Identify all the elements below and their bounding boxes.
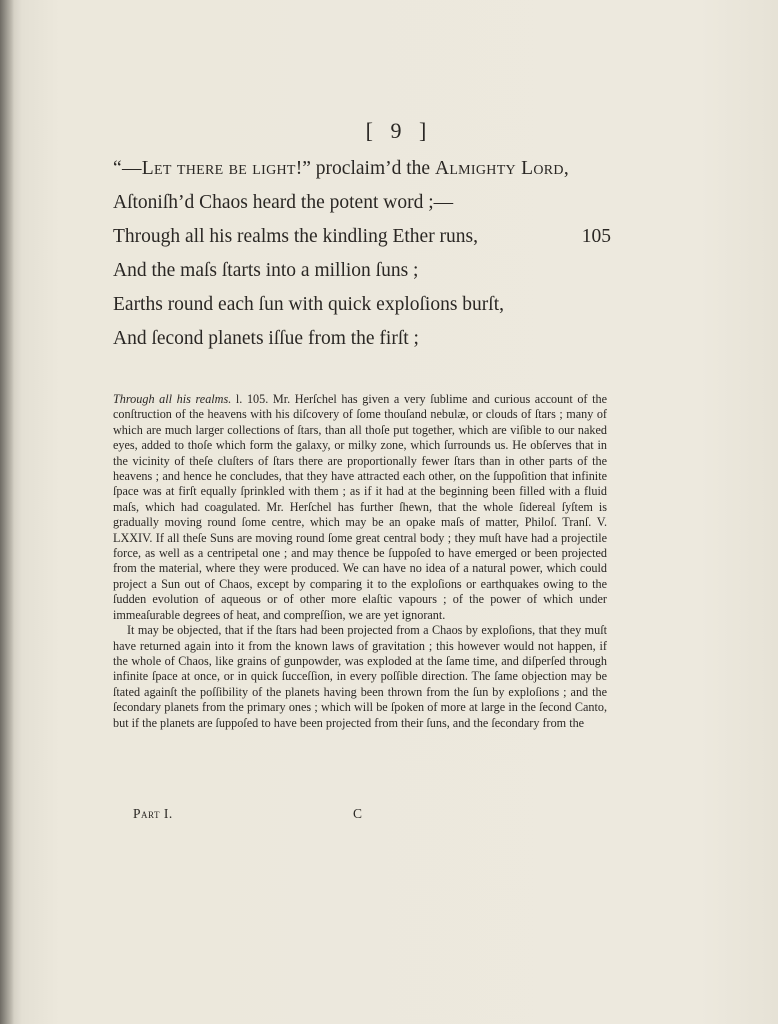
poem-line-5: [113, 288, 623, 322]
poem-line-1-tail: ,: [563, 158, 569, 179]
poem-line-1-smallcaps-close: Almighty Lord: [434, 158, 564, 179]
signature-mark: C: [353, 806, 363, 821]
poem-line-2: [113, 186, 623, 220]
poem-line-1: [113, 152, 623, 186]
part-label: Part I.: [133, 806, 173, 821]
note-paragraph-1: [113, 392, 607, 623]
note-caption: Through all his realms.: [113, 392, 232, 406]
footnotes: [113, 392, 607, 731]
poem-line-3-text: Through all his realms the kindling Ether runs,: [113, 226, 479, 247]
note-paragraph-2: It may be objected, that if the ſtars had been projected from a Chaos by exploſions, that they muſt have returned again into it from the known laws of gravitation ; this however would not happen, if the whole of Chaos, like grains of gunpowder, was exploded at the ſame time, and diſperſed through infinite ſpace at once, or in quick ſucceſſion, in every poſſible direction. The ſame objection may be ſtated againſt the poſſibility of the planets having been thrown from the ſun by exploſions ; and the ſecondary planets from the primary ones ; which will be ſpoken of more at large in the ſecond Canto, but if the planets are ſuppoſed to have been projected from their ſuns, and the ſecondary from the: [113, 623, 607, 730]
poem-line-6-text: And ſecond planets iſſue from the firſt ;: [113, 328, 419, 349]
poem-line-2-text: Aſtoniſh’d Chaos heard the potent word ;—: [113, 192, 454, 213]
note-text-1: l. 105. Mr. Herſchel has given a very ſublime and curious account of the conſtruction of the heavens with his diſcovery of ſome thouſand nebulæ, or clouds of ſtars ; many of which are much larger collections of ſtars, than all thoſe put together, which are viſible to our naked eyes, added to thoſe which form the galaxy, or milky zone, which ſurrounds us. He obſerves that in the vicinity of theſe cluſters of ſtars there are proportionally fewer ſtars than in other parts of the heavens ; and hence he concludes, that they have attracted each other, on the ſuppoſition that infinite ſpace was at firſt equally ſprinkled with them ; as if it had at the beginning been filled with a fluid maſs, which had coagulated. Mr. Herſchel has further ſhewn, that the whole ſidereal ſyſtem is gradually moving round ſome centre, which may be an opake maſs of matter, Philoſ. Tranſ. V. LXXIV. If all theſe Suns are moving round ſome great central body ; they muſt have had a projectile force, as well as a centripetal one ; and may thence be ſuppoſed to have emerged or been projected from the material, where they were produced. We can have no idea of a natural power, which could project a Sun out of Chaos, except by comparing it to the exploſions or earthquakes owing to the ſudden evolution of aqueous or of other more elaſtic vapours ; of the power of which under immeaſurable degrees of heat, and compreſſion, we are yet ignorant.: [113, 392, 607, 622]
poem-line-4: [113, 254, 623, 288]
poem-line-6: [113, 322, 623, 356]
poem-line-5-text: Earths round each ſun with quick exploſions burſt,: [113, 294, 505, 315]
poem-line-1-text: !” proclaim’d the: [295, 158, 435, 179]
poem-line-4-text: And the maſs ſtarts into a million ſuns ;: [113, 260, 419, 281]
page-footer: [133, 806, 373, 822]
poem-line-3: [113, 220, 623, 254]
poem-line-1-smallcaps-open: “—Let there be light: [113, 158, 296, 179]
page-number: [ 9 ]: [365, 118, 433, 143]
poem-block: [113, 152, 623, 356]
line-number: 105: [581, 226, 611, 247]
book-spine-shadow: [0, 0, 14, 1024]
